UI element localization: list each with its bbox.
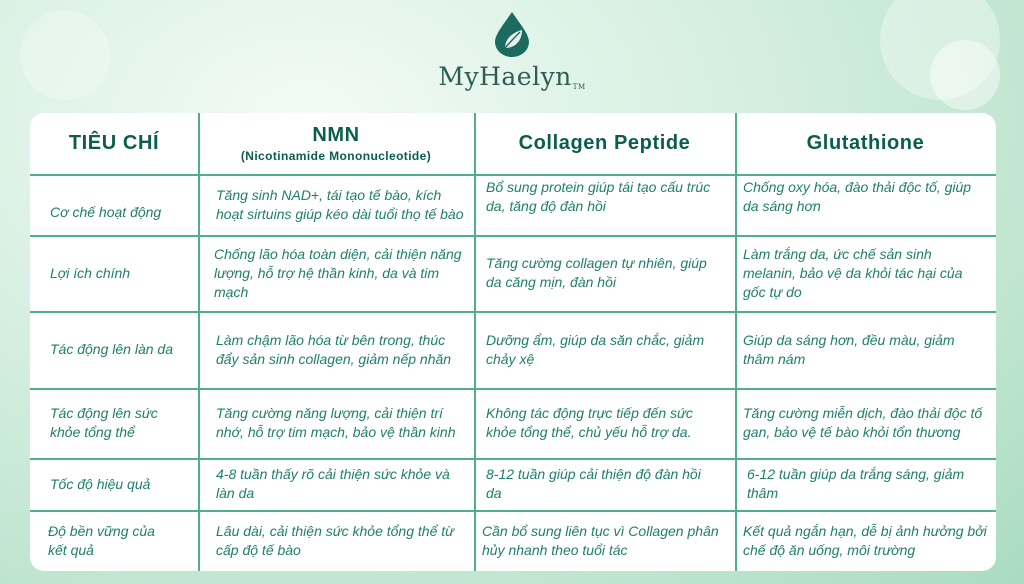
header-glutathione <box>735 113 996 174</box>
header-glutathione-label: Glutathione <box>806 132 925 154</box>
comparison-table <box>30 113 996 571</box>
header-nmn-subtitle: (Nicotinamide Mononucleotide) <box>240 149 432 163</box>
header-collagen <box>474 113 735 174</box>
glutathione-cell: Làm trắng da, ức chế sản sinh melanin, bảo vệ da khỏi tác hại của gốc tự do <box>743 245 963 300</box>
glutathione-cell: Kết quả ngắn hạn, dễ bị ảnh hưởng bởi chế độ ăn uống, môi trường <box>743 522 987 558</box>
nmn-cell: Tăng cường năng lượng, cải thiện trí nhớ, hỗ trợ tim mạch, bảo vệ thần kinh <box>216 405 456 440</box>
criteria-cell: Tốc độ hiệu quả <box>50 475 151 492</box>
criteria-cell: Lợi ích chính <box>50 264 131 281</box>
collagen-cell: Không tác động trực tiếp đến sức khỏe tổng thể, chủ yếu hỗ trợ da. <box>486 405 693 440</box>
nmn-cell: Làm chậm lão hóa từ bên trong, thúc đẩy sản sinh collagen, giảm nếp nhăn <box>216 331 452 367</box>
brand-logo <box>0 10 1024 100</box>
glutathione-cell: Chống oxy hóa, đào thải độc tố, giúp da sáng hơn <box>743 179 972 214</box>
criteria-cell: Tác động lên làn da <box>50 341 173 357</box>
header-nmn-title: NMN <box>312 124 360 146</box>
header-collagen-label: Collagen Peptide <box>518 132 691 154</box>
collagen-cell: Tăng cường collagen tự nhiên, giúp da căng mịn, đàn hồi <box>486 255 707 290</box>
criteria-cell: Độ bền vững của kết quả <box>48 522 155 558</box>
brand-name: MyHaelynTM <box>438 62 586 91</box>
header-nmn <box>198 113 474 174</box>
nmn-cell: 4-8 tuần thấy rõ cải thiện sức khỏe và làn da <box>216 466 450 501</box>
collagen-cell: Bổ sung protein giúp tái tạo cấu trúc da, tăng độ đàn hồi <box>486 179 711 214</box>
criteria-cell: Cơ chế hoạt động <box>50 204 162 220</box>
trademark: TM <box>572 83 586 91</box>
criteria-cell: Tác động lên sức khỏe tổng thể <box>50 405 158 440</box>
header-criteria <box>30 113 198 174</box>
nmn-cell: Chống lão hóa toàn diện, cải thiện năng lượng, hỗ trợ hệ thần kinh, da và tim mạch <box>214 245 462 300</box>
glutathione-cell: Tăng cường miễn dịch, đào thải độc tố gan, bảo vệ tế bào khỏi tổn thương <box>743 405 983 440</box>
glutathione-cell: 6-12 tuần giúp da trắng sáng, giảm thâm <box>747 466 965 501</box>
nmn-cell: Lâu dài, cải thiện sức khỏe tổng thể từ cấp độ tế bào <box>216 522 455 558</box>
water-drop-leaf-icon <box>492 10 532 58</box>
glutathione-cell: Giúp da sáng hơn, đều màu, giảm thâm nám <box>743 331 955 367</box>
nmn-cell: Tăng sinh NAD+, tái tạo tế bào, kích hoạt sirtuins giúp kéo dài tuổi thọ tế bào <box>216 186 464 222</box>
collagen-cell: Dưỡng ẩm, giúp da săn chắc, giảm chảy xệ <box>486 331 705 367</box>
header-criteria-label: TIÊU CHÍ <box>68 132 160 154</box>
collagen-cell: Cần bổ sung liên tục vì Collagen phân hủy nhanh theo tuổi tác <box>482 522 719 558</box>
collagen-cell: 8-12 tuần giúp cải thiện độ đàn hồi da <box>486 466 701 501</box>
